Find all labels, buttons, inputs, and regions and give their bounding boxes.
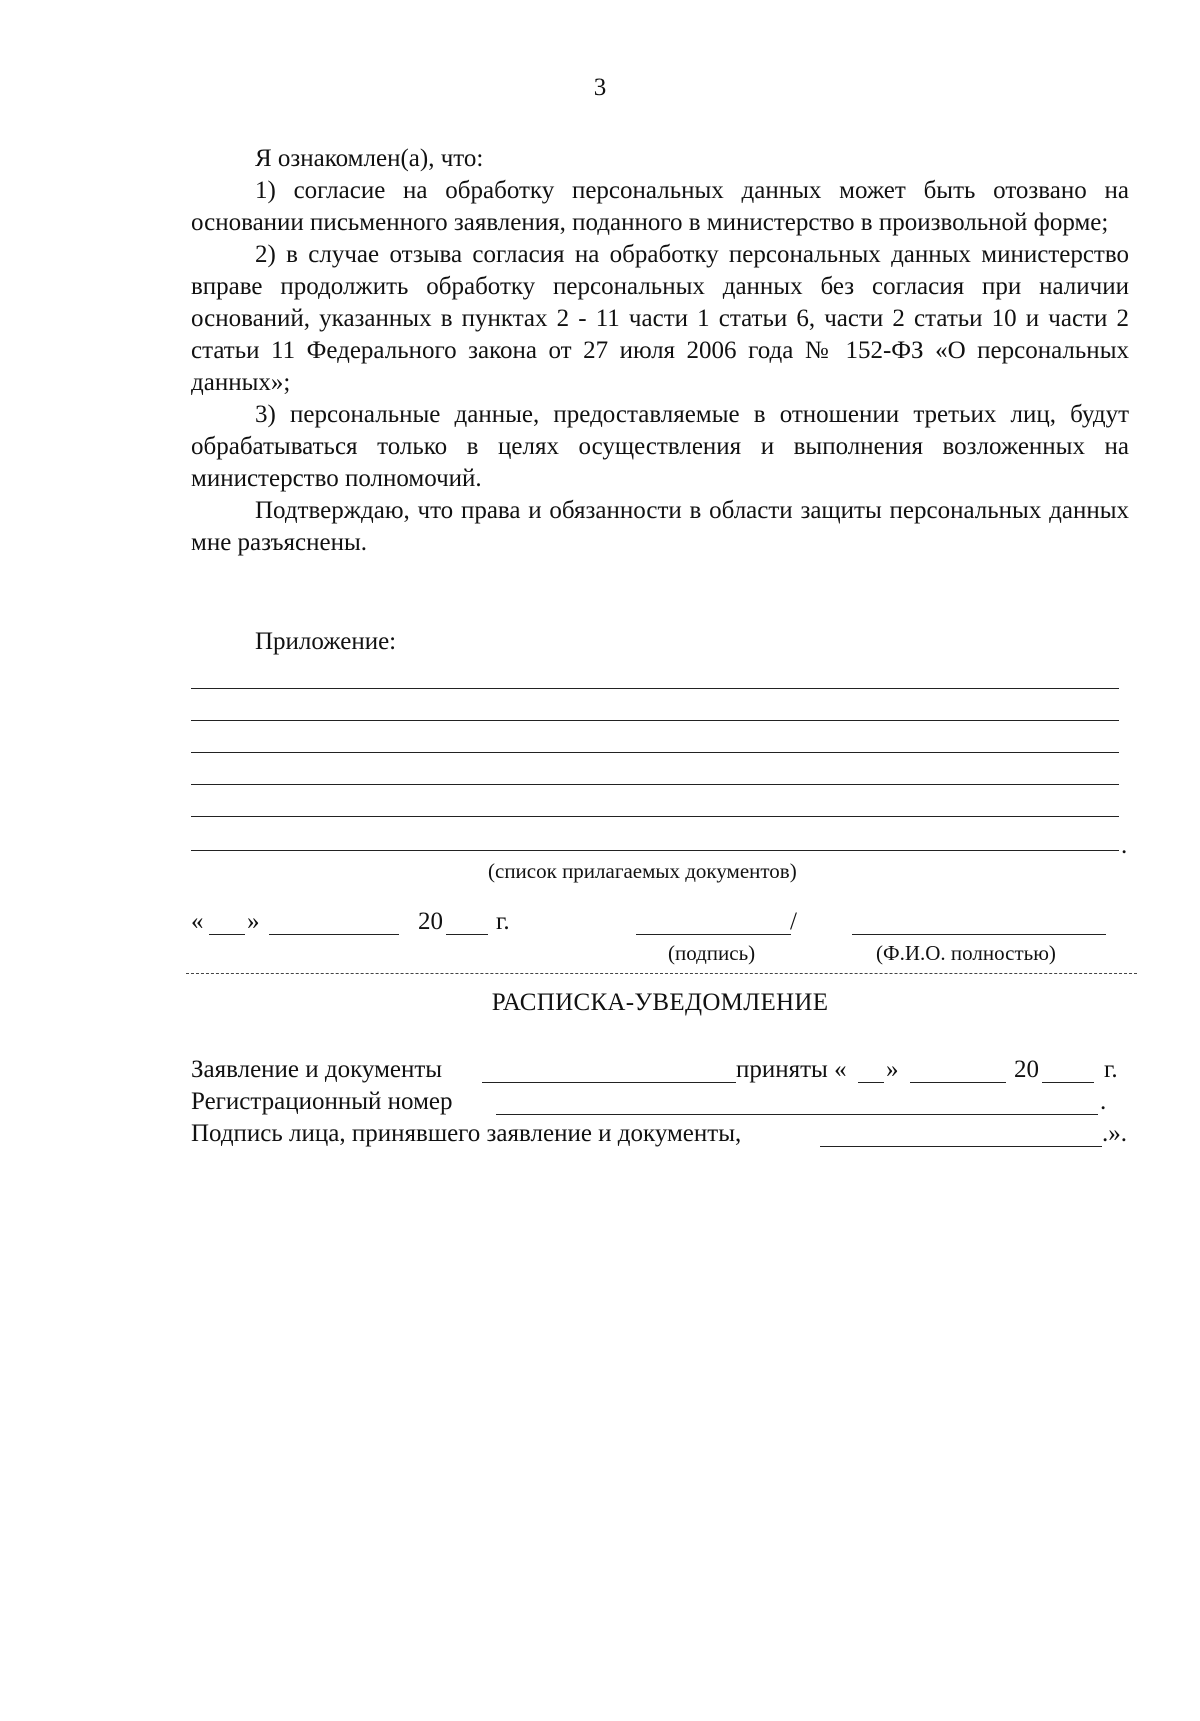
date-year-field[interactable] — [446, 934, 488, 935]
receiver-signature-end: .». — [1102, 1120, 1127, 1147]
date-year-prefix: 20 — [418, 908, 443, 935]
full-name-field[interactable] — [852, 934, 1106, 935]
attachment-line-4[interactable] — [191, 784, 1119, 785]
receiver-signature-label: Подпись лица, принявшего заявление и документы, — [191, 1120, 742, 1147]
attachment-line-1[interactable] — [191, 688, 1119, 689]
acknowledgement-item-2: 2) в случае отзыва согласия на обработку персональных данных министерство вправе продолжить обработку персональных данных без согласия при наличии оснований, указанных в пунктах 2 - 11 части 1 статьи 6, части 2 статьи 10 и части 2 статьи 11 Федерального закона от 27 июля 2006 года № 152-ФЗ «О персональных данных»; — [191, 241, 1129, 396]
receipt-year-field[interactable] — [1042, 1082, 1094, 1083]
signature-slash: / — [790, 908, 797, 935]
attachment-label: Приложение: — [255, 628, 397, 655]
receipt-documents-field[interactable] — [482, 1082, 736, 1083]
acknowledgement-item-3: 3) персональные данные, предоставляемые в отношении третьих лиц, будут обрабатываться только в целях осуществления и выполнения возложенных на министерство полномочий. — [191, 401, 1129, 492]
acknowledgement-section — [191, 143, 1129, 559]
attachment-line-2[interactable] — [191, 720, 1119, 721]
receipt-year-prefix: 20 — [1014, 1056, 1039, 1083]
date-year-suffix: г. — [496, 908, 510, 935]
receipt-title: РАСПИСКА-УВЕДОМЛЕНИЕ — [491, 989, 829, 1016]
attachment-line-5[interactable] — [191, 816, 1119, 817]
date-open-quote: « — [191, 908, 204, 935]
registration-number-label: Регистрационный номер — [191, 1088, 453, 1115]
acknowledgement-intro: Я ознакомлен(а), что: — [255, 145, 484, 172]
date-close-quote: » — [247, 908, 260, 935]
attachment-trailing-dot: . — [1121, 832, 1128, 859]
registration-number-end: . — [1100, 1088, 1107, 1115]
page-number: 3 — [593, 74, 607, 101]
receipt-documents-label: Заявление и документы — [191, 1056, 443, 1083]
signature-field[interactable] — [636, 934, 791, 935]
date-month-field[interactable] — [269, 934, 399, 935]
attachment-line-6[interactable] — [191, 850, 1119, 851]
registration-number-field[interactable] — [496, 1114, 1098, 1115]
acknowledgement-item-1: 1) согласие на обработку персональных данных может быть отозвано на основании письменного заявления, поданного в министерство в произвольной форме; — [191, 177, 1129, 236]
receipt-accepted-label: приняты « — [736, 1056, 847, 1083]
date-day-field[interactable] — [209, 934, 245, 935]
cut-line-separator — [186, 973, 1137, 974]
full-name-caption: (Ф.И.О. полностью) — [876, 941, 1056, 965]
attachment-line-3[interactable] — [191, 752, 1119, 753]
receipt-year-suffix: г. — [1104, 1056, 1118, 1083]
receipt-day-field[interactable] — [858, 1082, 884, 1083]
receipt-close-quote: » — [886, 1056, 899, 1083]
attachment-caption: (список прилагаемых документов) — [488, 859, 797, 883]
receiver-signature-field[interactable] — [820, 1146, 1102, 1147]
confirmation-paragraph: Подтверждаю, что права и обязанности в области защиты персональных данных мне разъяснены. — [191, 497, 1129, 556]
signature-caption: (подпись) — [668, 941, 756, 965]
receipt-month-field[interactable] — [910, 1082, 1006, 1083]
